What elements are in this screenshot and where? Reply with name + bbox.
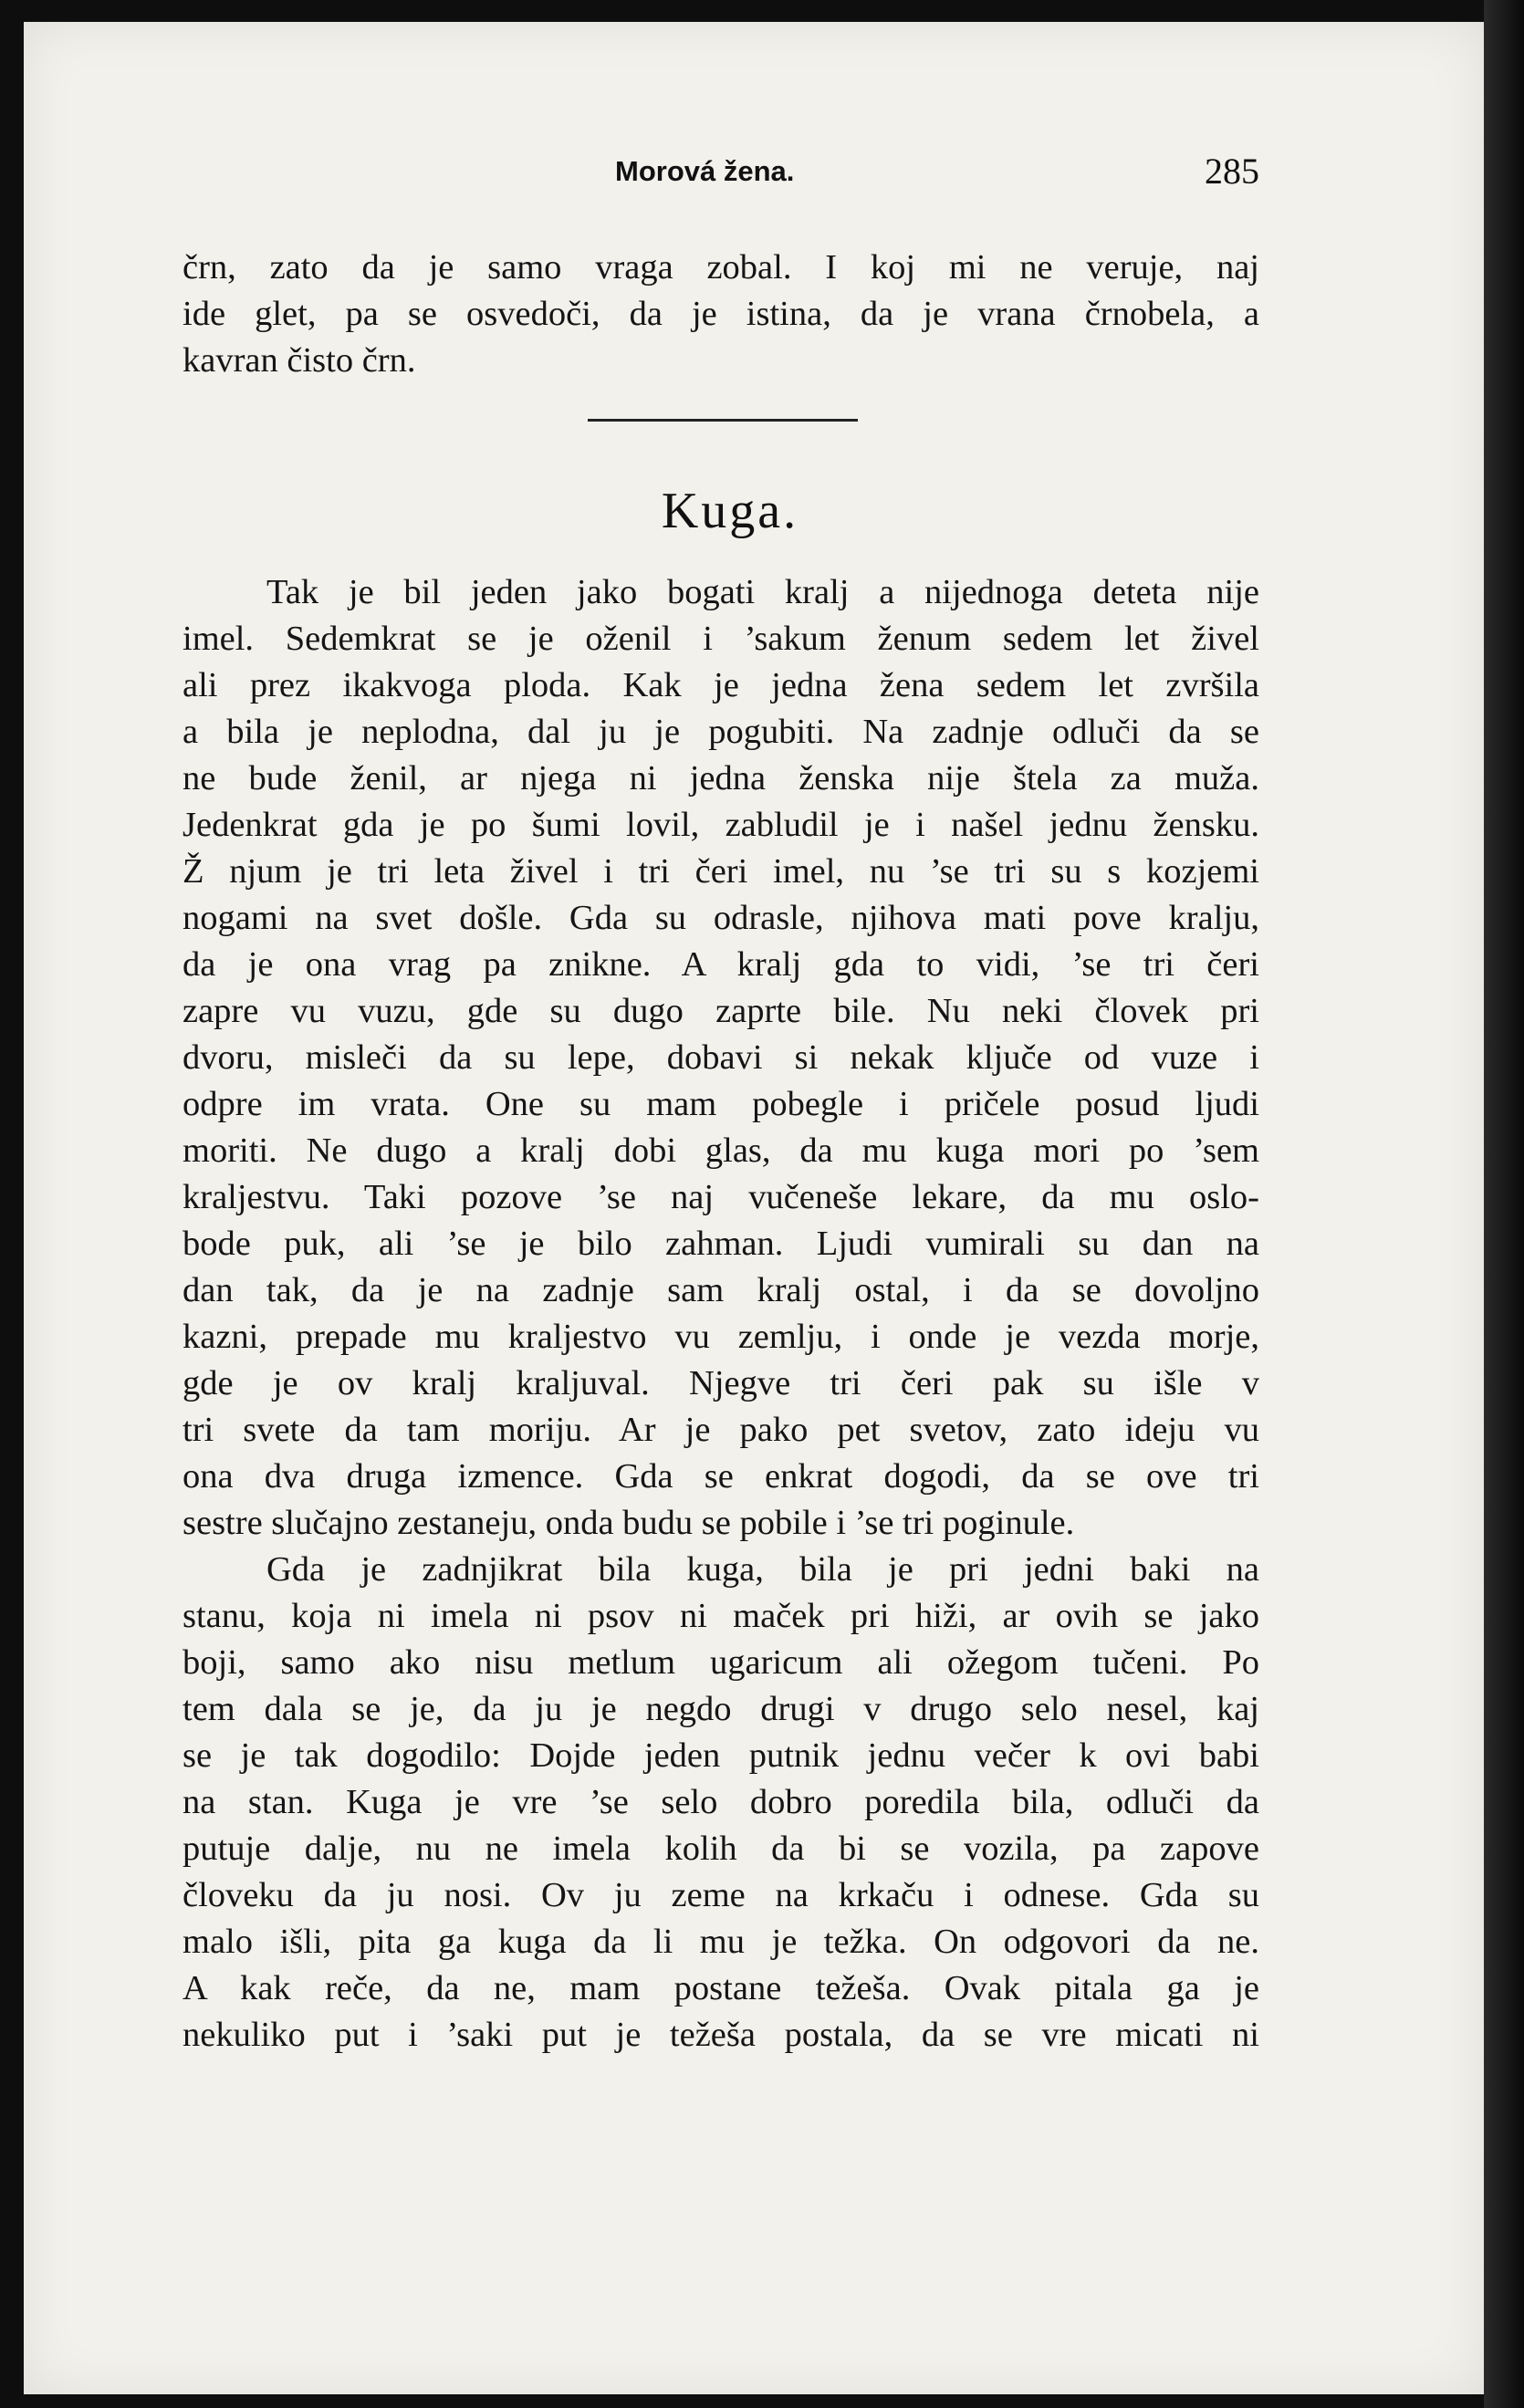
text-line: gde je ov kralj kraljuval. Njegve tri čeri pak su išle v xyxy=(183,1364,1259,1402)
text-line: bode puk, ali ’se je bilo zahman. Ljudi vumirali su dan na xyxy=(183,1225,1259,1263)
text-line: boji, samo ako nisu metlum ugaricum ali ožegom tučeni. Po xyxy=(183,1643,1259,1682)
section-divider xyxy=(588,419,858,422)
scan-edge xyxy=(1484,0,1524,2408)
text-line: imel. Sedemkrat se je oženil i ’sakum ženum sedem let živel xyxy=(183,620,1259,658)
text-line: stanu, koja ni imela ni psov ni maček pri hiži, ar ovih se jako xyxy=(183,1597,1259,1635)
text-line: Gda je zadnjikrat bila kuga, bila je pri jedni baki na xyxy=(266,1550,1259,1589)
text-line: nekuliko put i ’saki put je težeša postala, da se vre micati ni xyxy=(183,2016,1259,2054)
text-line: odpre im vrata. One su mam pobegle i pričele posud ljudi xyxy=(183,1085,1259,1123)
page-number: 285 xyxy=(1205,151,1259,192)
text-line: na stan. Kuga je vre ’se selo dobro poredila bila, odluči da xyxy=(183,1783,1259,1821)
text-line: ide glet, pa se osvedoči, da je istina, da je vrana črnobela, a xyxy=(183,295,1259,333)
text-line: moriti. Ne dugo a kralj dobi glas, da mu kuga mori po ’sem xyxy=(183,1131,1259,1170)
text-line: Ž njum je tri leta živel i tri čeri imel, nu ’se tri su s kozjemi xyxy=(183,852,1259,891)
text-line: kavran čisto črn. xyxy=(183,341,416,380)
text-line: dan tak, da je na zadnje sam kralj ostal, i da se dovoljno xyxy=(183,1271,1259,1309)
story-body xyxy=(183,569,1259,2059)
text-line: da je ona vrag pa znikne. A kralj gda to vidi, ’se tri čeri xyxy=(183,945,1259,984)
text-line: sestre slučajno zestaneju, onda budu se pobile i ’se tri poginule. xyxy=(183,1504,1075,1542)
text-line: kazni, prepade mu kraljestvo vu zemlju, i onde je vezda morje, xyxy=(183,1318,1259,1356)
text-line: nogami na svet došle. Gda su odrasle, njihova mati pove kralju, xyxy=(183,899,1259,937)
intro-paragraph xyxy=(183,245,1259,384)
text-line: človeku da ju nosi. Ov ju zeme na krkaču i odnese. Gda su xyxy=(183,1876,1259,1914)
text-line: a bila je neplodna, dal ju je pogubiti. Na zadnje odluči da se xyxy=(183,713,1259,751)
text-line: ali prez ikakvoga ploda. Kak je jedna žena sedem let zvršila xyxy=(183,666,1259,704)
text-line: Jedenkrat gda je po šumi lovil, zabludil je i našel jednu žensku. xyxy=(183,806,1259,844)
text-line: dvoru, misleči da su lepe, dobavi si nekak ključe od vuze i xyxy=(183,1038,1259,1077)
text-line: tem dala se je, da ju je negdo drugi v drugo selo nesel, kaj xyxy=(183,1690,1259,1728)
text-line: Tak je bil jeden jako bogati kralj a nijednoga deteta nije xyxy=(266,573,1259,611)
text-line: črn, zato da je samo vraga zobal. I koj mi ne veruje, naj xyxy=(183,248,1259,287)
text-line: ona dva druga izmence. Gda se enkrat dogodi, da se ove tri xyxy=(183,1457,1259,1496)
text-line: kraljestvu. Taki pozove ’se naj vučeneše lekare, da mu oslo- xyxy=(183,1178,1259,1216)
story-title: Kuga. xyxy=(661,483,799,539)
running-title: Morová žena. xyxy=(615,155,795,187)
text-line: se je tak dogodilo: Dojde jeden putnik jednu večer k ovi babi xyxy=(183,1736,1259,1775)
text-line: tri svete da tam moriju. Ar je pako pet svetov, zato ideju vu xyxy=(183,1411,1259,1449)
text-line: malo išli, pita ga kuga da li mu je težka. On odgovori da ne. xyxy=(183,1923,1259,1961)
text-line: putuje dalje, nu ne imela kolih da bi se vozila, pa zapove xyxy=(183,1829,1259,1868)
text-line: zapre vu vuzu, gde su dugo zaprte bile. Nu neki človek pri xyxy=(183,992,1259,1030)
text-line: ne bude ženil, ar njega ni jedna ženska nije štela za muža. xyxy=(183,759,1259,797)
text-line: A kak reče, da ne, mam postane težeša. Ovak pitala ga je xyxy=(183,1969,1259,2007)
page-header xyxy=(159,137,1259,192)
